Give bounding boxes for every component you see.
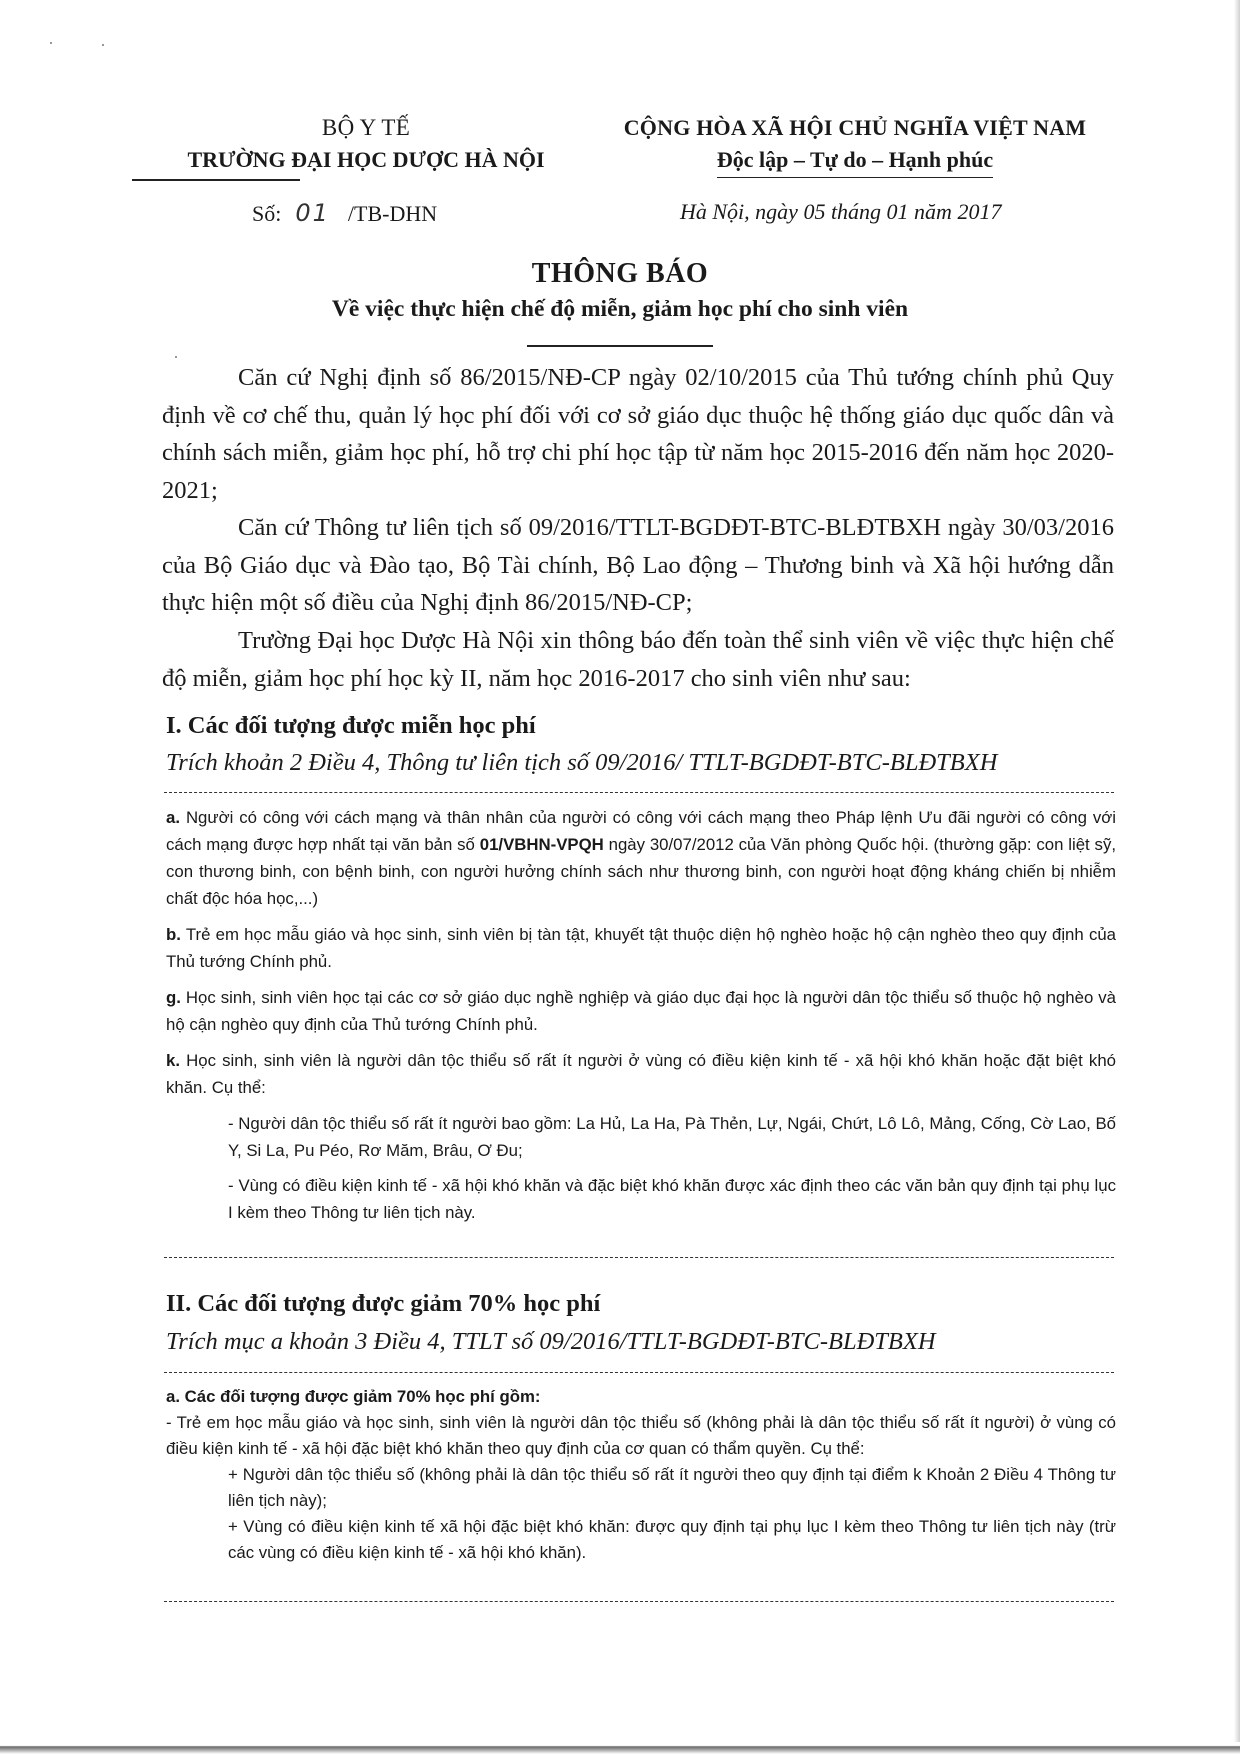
paragraph-announcement: Trường Đại học Dược Hà Nội xin thông báo đến toàn thể sinh viên về việc thực hiện chế độ miễn, giảm học phí học kỳ II, năm học 2016-2017 cho sinh viên như sau:: [162, 627, 1114, 692]
list-item: [166, 984, 1116, 1038]
item-text: Trẻ em học mẫu giáo và học sinh, sinh viên bị tàn tật, khuyết tật thuộc diện hộ nghèo hoặc hộ cận nghèo theo quy định của Thủ tướng Chính phủ.: [166, 925, 1117, 971]
item-bold-ref: 01/VBHN-VPQH: [479, 835, 604, 854]
item-label: g.: [166, 988, 181, 1007]
doc-number-handwritten: 01: [295, 199, 330, 227]
item-text: ngày 30/07/2012 của Văn phòng Quốc hội. (thường gặp: con liệt sỹ, con thương binh, con bệnh binh, con người hưởng chính sách như thương binh, con người hoạt động kháng chiến bị nhiễm chất độc hóa học,...): [166, 835, 1116, 908]
paragraph-circular: Căn cứ Thông tư liên tịch số 09/2016/TTLT-BGDĐT-BTC-BLĐTBXH ngày 30/03/2016 của Bộ Giáo dục và Đào tạo, Bộ Tài chính, Bộ Lao động – Thương binh và Xã hội hướng dẫn thực hiện một số điều của Nghị định 86/2015/NĐ-CP;: [162, 514, 1114, 616]
section-1-heading: I. Các đối tượng được miễn học phí: [166, 712, 536, 739]
sub-list-item: - Người dân tộc thiểu số rất ít người bao gồm: La Hủ, La Ha, Pà Thẻn, Lự, Ngái, Chứt, Lô Lô, Mảng, Cống, Cờ Lao, Bố Y, Si La, Pu Péo, Rơ Măm, Brâu, Ơ Đu;: [228, 1114, 1116, 1160]
scan-speck: [102, 44, 104, 46]
list-item-heading: [166, 1384, 1116, 1410]
nation-name: CỘNG HÒA XÃ HỘI CHỦ NGHĨA VIỆT NAM: [623, 115, 1087, 140]
section-2-items: [166, 1384, 1116, 1566]
dashed-divider: [164, 1372, 1114, 1373]
section-1-citation: Trích khoản 2 Điều 4, Thông tư liên tịch số 09/2016/ TTLT-BGDĐT-BTC-BLĐTBXH: [166, 749, 998, 776]
item-heading: a. Các đối tượng được giảm 70% học phí gồm:: [166, 1387, 541, 1406]
title-rule: [527, 345, 713, 347]
item-text: Học sinh, sinh viên học tại các cơ sở giáo dục nghề nghiệp và giáo dục đại học là người dân tộc thiểu số thuộc hộ nghèo và hộ cận nghèo quy định của Thủ tướng Chính phủ.: [166, 988, 1116, 1034]
document-title: THÔNG BÁO: [531, 258, 709, 289]
section-1-items: [166, 804, 1116, 1234]
item-label: a.: [166, 808, 180, 827]
document-subtitle: Về việc thực hiện chế độ miễn, giảm học phí cho sinh viên: [331, 296, 909, 322]
school-underline: [132, 179, 300, 181]
list-item: - Trẻ em học mẫu giáo và học sinh, sinh viên là người dân tộc thiểu số (không phải là dân tộc thiểu số rất ít người) ở vùng có điều kiện kinh tế - xã hội đặc biệt khó khăn theo quy định của cơ quan có thẩm quyền. Cụ thể:: [166, 1413, 1116, 1458]
ministry-name: BỘ Y TẾ: [321, 115, 411, 140]
dashed-divider: [164, 792, 1114, 793]
dashed-divider: [164, 1257, 1114, 1258]
issuer-block: [150, 112, 582, 176]
doc-number-prefix: Số:: [252, 201, 282, 226]
doc-number-suffix: /TB-DHN: [347, 201, 438, 226]
section-2-citation: Trích mục a khoản 3 Điều 4, TTLT số 09/2016/TTLT-BGDĐT-BTC-BLĐTBXH: [166, 1328, 936, 1355]
item-text: Người có công với cách mạng và thân nhân của người có công với cách mạng theo Pháp lệnh Ưu đãi người có công với cách mạng được hợp nhất tại văn bản số: [166, 808, 1116, 854]
scan-speck: [175, 356, 177, 358]
paragraph-decree: Căn cứ Nghị định số 86/2015/NĐ-CP ngày 02/10/2015 của Thủ tướng chính phủ Quy định về cơ chế thu, quản lý học phí đối với cơ sở giáo dục thuộc hệ thống giáo dục quốc dân và chính sách miễn, giảm học phí, hỗ trợ chi phí học tập từ năm học 2015-2016 đến năm học 2020-2021;: [162, 364, 1114, 504]
national-header: [584, 112, 1126, 178]
sub-list-item: + Vùng có điều kiện kinh tế xã hội đặc biệt khó khăn: được quy định tại phụ lục I kèm theo Thông tư liên tịch này (trừ các vùng có điều kiện kinh tế - xã hội khó khăn).: [228, 1517, 1116, 1562]
list-item: [166, 804, 1116, 912]
scan-speck: [50, 42, 52, 44]
sub-list-item: - Vùng có điều kiện kinh tế - xã hội khó khăn và đặc biệt khó khăn được xác định theo các văn bản quy định tại phụ lục I kèm theo Thông tư liên tịch này.: [228, 1176, 1116, 1222]
sub-list-item: + Người dân tộc thiểu số (không phải là dân tộc thiểu số rất ít người theo quy định tại điểm k Khoản 2 Điều 4 Thông tư liên tịch này);: [228, 1465, 1116, 1510]
list-item: [166, 1047, 1116, 1101]
document-number: [252, 199, 437, 227]
list-item: [166, 921, 1116, 975]
item-text: Học sinh, sinh viên là người dân tộc thiểu số rất ít người ở vùng có điều kiện kinh tế - xã hội khó khăn hoặc đặt biệt khó khăn. Cụ thể:: [166, 1051, 1116, 1097]
scan-edge-bottom: [0, 1742, 1240, 1754]
item-label: b.: [166, 925, 181, 944]
school-name: TRƯỜNG ĐẠI HỌC DƯỢC HÀ NỘI: [187, 147, 545, 172]
national-motto: Độc lập – Tự do – Hạnh phúc: [717, 144, 993, 178]
place-date: Hà Nội, ngày 05 tháng 01 năm 2017: [680, 199, 1002, 224]
item-label: k.: [166, 1051, 180, 1070]
section-2-heading: II. Các đối tượng được giảm 70% học phí: [166, 1290, 601, 1317]
dashed-divider: [164, 1601, 1114, 1602]
